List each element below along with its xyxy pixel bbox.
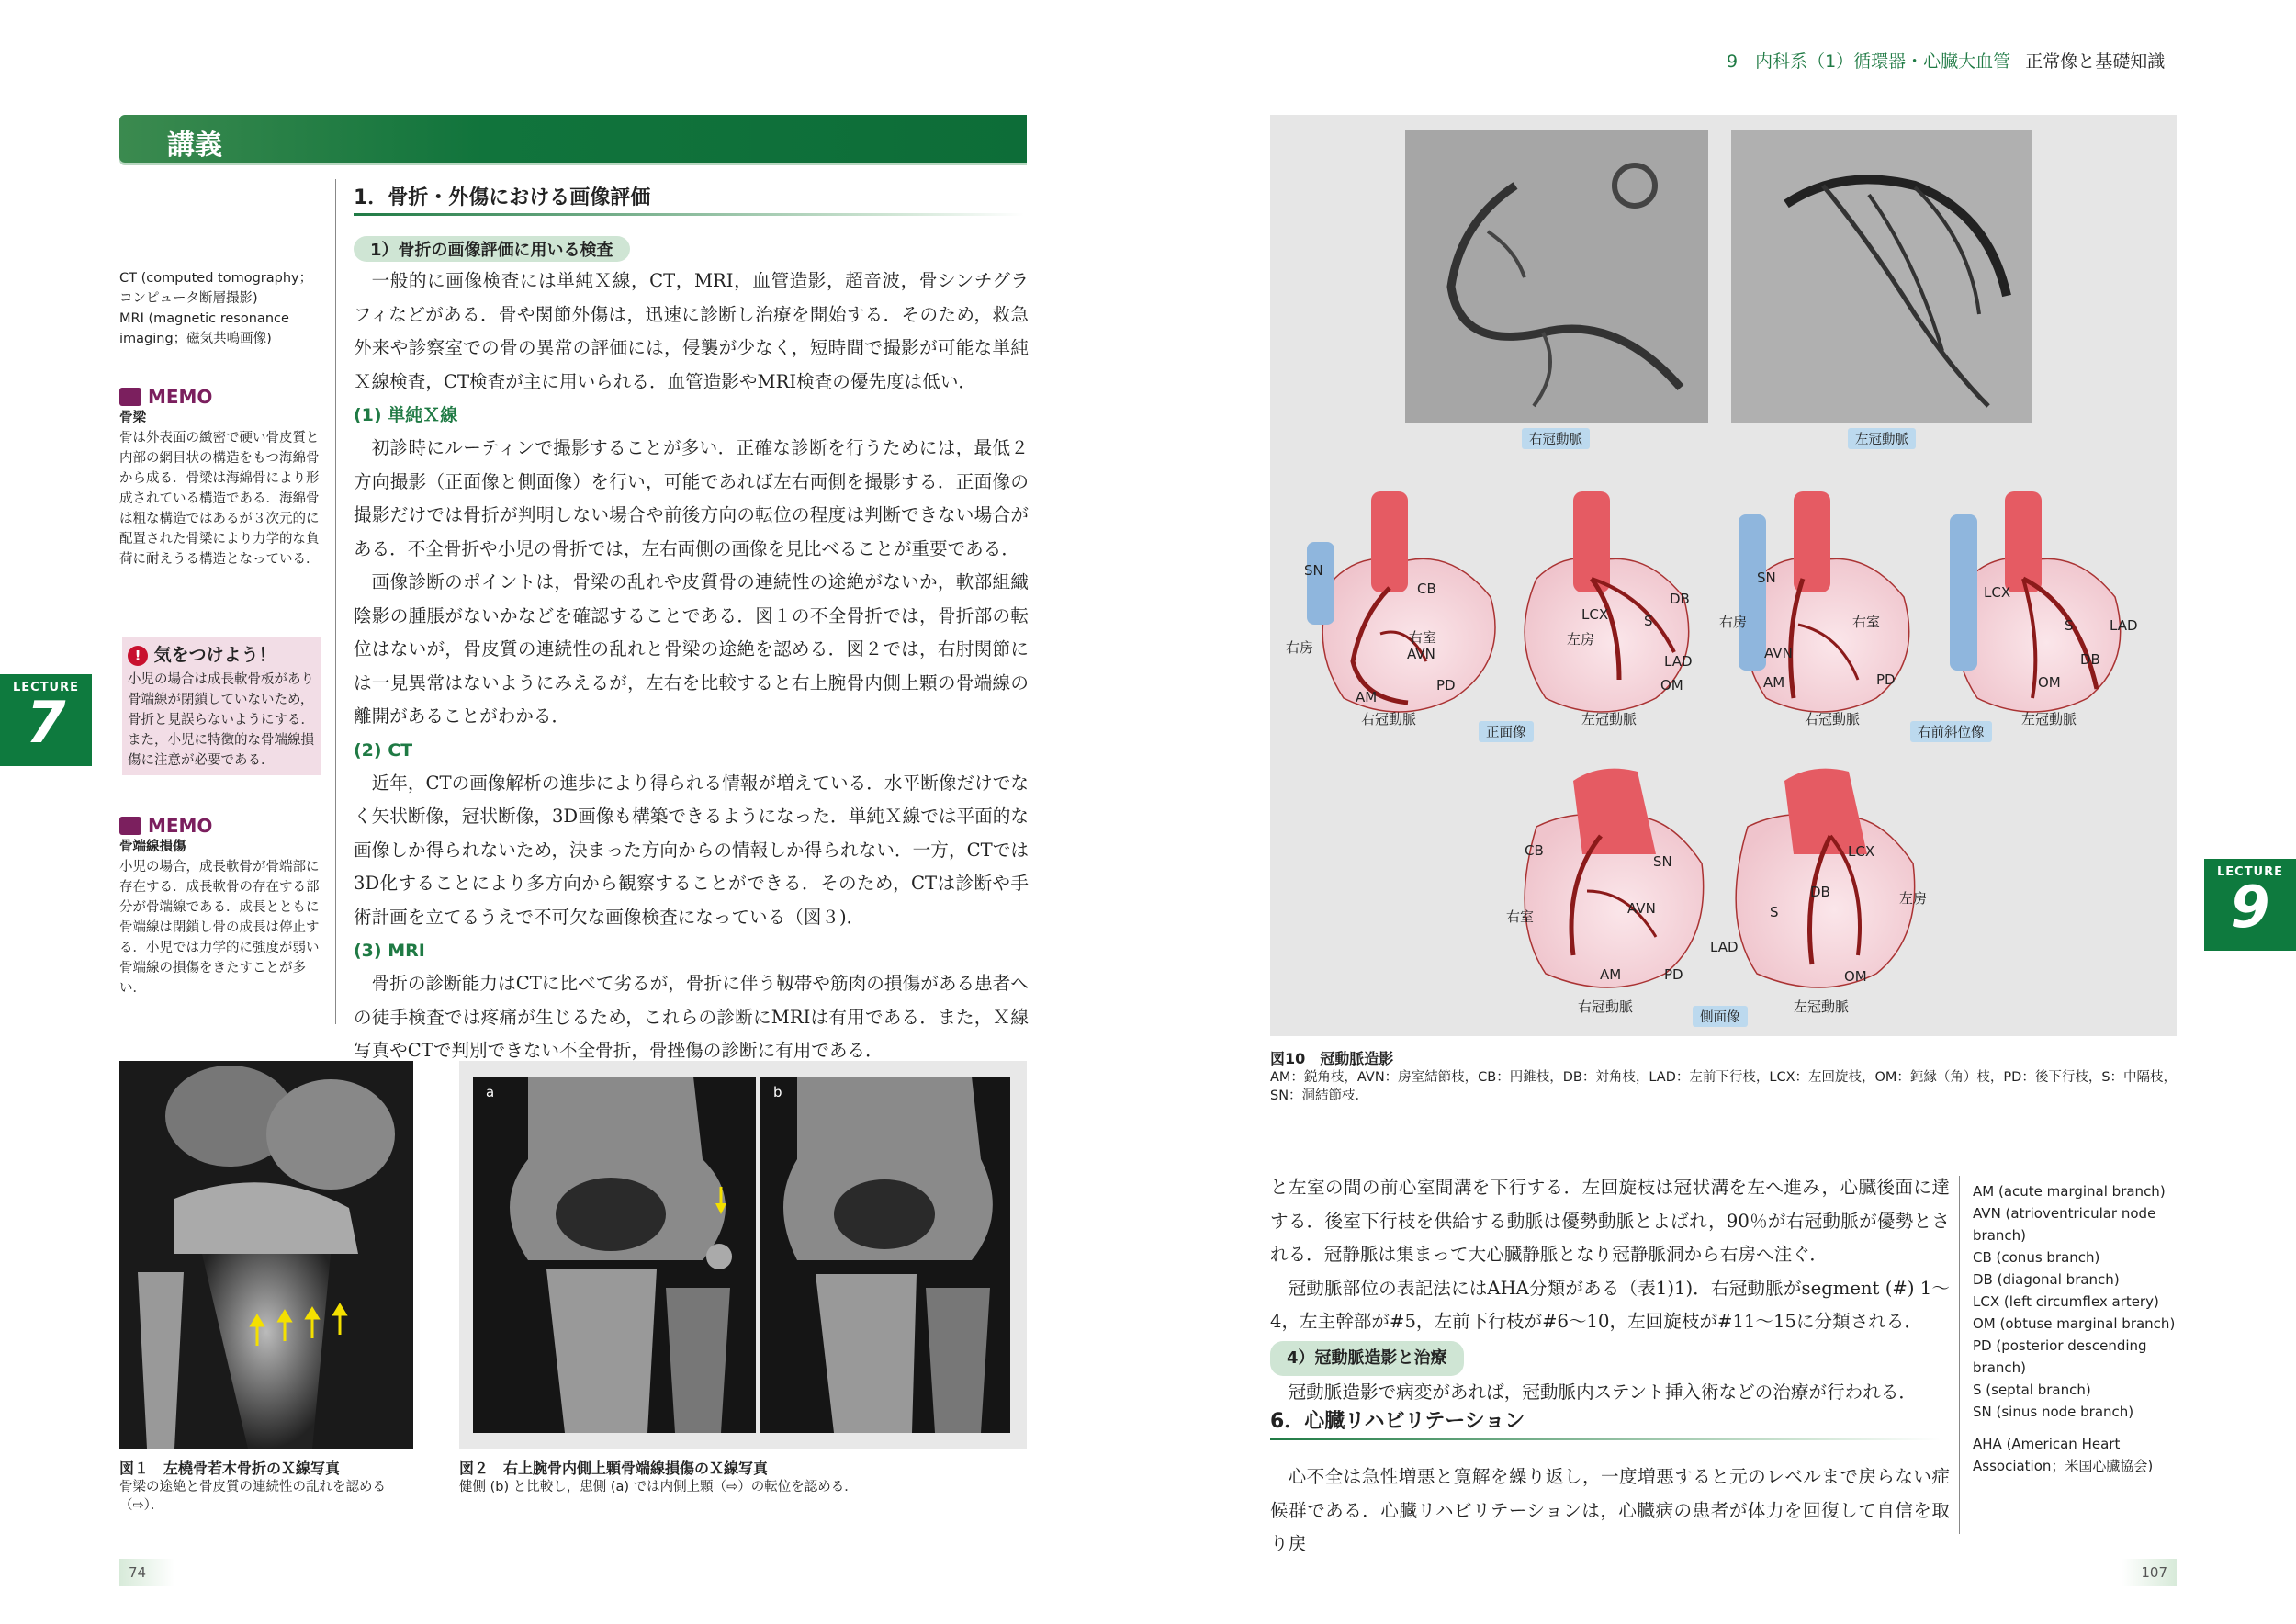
lbl-rca-5: 右冠動脈 bbox=[1578, 998, 1634, 1015]
section-bar: 講義 bbox=[119, 115, 1027, 163]
lbl-om-4: OM bbox=[2038, 674, 2061, 691]
lbl-lca-2: 左冠動脈 bbox=[1581, 711, 1638, 727]
lbl-rv-5: 右室 bbox=[1506, 908, 1535, 925]
lbl-lad-4: LAD bbox=[2110, 617, 2138, 634]
lbl-rv-3: 右室 bbox=[1852, 614, 1881, 630]
lbl-db-2: DB bbox=[1670, 591, 1690, 607]
lbl-avn-3: AVN bbox=[1764, 645, 1793, 661]
lbl-lcx-2: LCX bbox=[1581, 606, 1609, 623]
lbl-db-4: DB bbox=[2080, 651, 2100, 668]
heart-lateral-rca bbox=[1525, 769, 1704, 987]
glossary: AM (acute marginal branch) AVN (atrioventricular node branch) CB (conus branch) DB (diagonal branch) LCX (left circumflex artery) OM (obtuse marginal branch) PD (posterior descending branch) S (septal branch) SN (sinus node branch) bbox=[1973, 1183, 2176, 1420]
lbl-lad-2: LAD bbox=[1664, 653, 1693, 670]
left-body bbox=[354, 265, 1029, 1068]
lbl-sn-5: SN bbox=[1653, 853, 1672, 870]
lbl-avn-5: AVN bbox=[1627, 900, 1656, 917]
side-terms: CT (computed tomography；コンピュータ断層撮影) MRI (magnetic resonance imaging；磁気共鳴画像) bbox=[119, 271, 313, 346]
lbl-ra-1: 右房 bbox=[1286, 639, 1314, 656]
lbl-lad-6: LAD bbox=[1710, 939, 1739, 955]
lbl-lca-6: 左冠動脈 bbox=[1794, 998, 1850, 1015]
page-number-right: 107 bbox=[2122, 1559, 2177, 1586]
lecture-tab-7: LECTURE 7 bbox=[0, 674, 92, 766]
heading-cardiac-rehab: 6．心臓リハビリテーション bbox=[1270, 1410, 1525, 1433]
angiogram-left bbox=[1731, 130, 2032, 423]
lbl-pd-5: PD bbox=[1664, 966, 1683, 983]
tag-lateral-view: 側面像 bbox=[1693, 1006, 1748, 1027]
tag-rao-view: 右前斜位像 bbox=[1910, 721, 1992, 742]
figure-1-xray bbox=[119, 1061, 413, 1449]
lbl-am-1: AM bbox=[1356, 689, 1378, 705]
body-paragraph-2: 冠動脈部位の表記法にはAHA分類がある（表1)1)．右冠動脈がsegment (#) 1〜4，左主幹部が#5，左前下行枝が#6〜10，左回旋枝が#11〜15に分類される． bbox=[1270, 1277, 1950, 1332]
subsection-1: 1）骨折の画像評価に用いる検査 bbox=[354, 236, 630, 262]
lbl-ra-3: 右房 bbox=[1719, 614, 1748, 630]
lbl-lca-4: 左冠動脈 bbox=[2021, 711, 2077, 727]
lbl-sn-1: SN bbox=[1304, 562, 1323, 579]
lbl-avn-1: AVN bbox=[1407, 646, 1435, 662]
figure-10-caption: 図10 冠動脈造影 AM：鋭角枝，AVN：房室結節枝，CB：円錐枝，DB：対角枝，LAD：左前下行枝，LCX：左回旋枝，OM：鈍縁（角）枝，PD：後下行枝，S：中隔枝，SN：洞結節枝． bbox=[1270, 1050, 2178, 1103]
lbl-s-4: S bbox=[2065, 617, 2074, 634]
heading-underline bbox=[354, 213, 1024, 216]
lbl-om-2: OM bbox=[1660, 677, 1683, 694]
caution-box: ! 気をつけよう！ 小児の場合は成長軟骨板があり骨端線が閉鎖していないため，骨折と見誤らないようにする．また，小児に特徴的な骨端線損傷に注意が必要である． bbox=[122, 637, 321, 775]
lbl-pd-3: PD bbox=[1876, 671, 1896, 688]
page-number-left: 74 bbox=[119, 1559, 174, 1586]
heart-lateral-lca bbox=[1736, 769, 1915, 987]
memo-icon bbox=[119, 388, 141, 406]
heading-underline-6 bbox=[1270, 1438, 1941, 1440]
exclamation-icon: ! bbox=[128, 646, 148, 666]
label-angio-right: 右冠動脈 bbox=[1522, 428, 1590, 449]
lbl-cb-1: CB bbox=[1417, 581, 1436, 597]
memo-box-2: MEMO 骨端線損傷 小児の場合，成長軟骨が骨端部に存在する．成長軟骨の存在する部分が骨端線である．成長とともに骨端線は閉鎖し骨の成長は停止する．小児では力学的に強度が弱い骨端線の損傷をきたすことが多い． bbox=[119, 815, 320, 996]
label-angio-left: 左冠動脈 bbox=[1848, 428, 1916, 449]
memo-icon bbox=[119, 817, 141, 835]
mri-paragraph: 骨折の診断能力はCTに比べて劣るが，骨折に伴う靱帯や筋肉の損傷がある患者への徒手検査では疼痛が生じるため，これらの診断にMRIは有用である．また，Ｘ線写真やCTで判別できない不全骨折，骨挫傷の診断に有用である． bbox=[354, 973, 1029, 1061]
lbl-cb-5: CB bbox=[1525, 842, 1544, 859]
ct-subheading: (2) CT bbox=[354, 739, 413, 761]
side-divider bbox=[335, 179, 336, 1024]
right-body bbox=[1270, 1171, 1950, 1410]
lecture-tab-9: LECTURE 9 bbox=[2204, 859, 2296, 951]
figure-2a-xray bbox=[473, 1077, 756, 1433]
figure-1-caption: 図１ 左橈骨若木骨折のＸ線写真 骨梁の途絶と骨皮質の連続性の乱れを認める（⇨）． bbox=[119, 1460, 386, 1513]
lbl-rv-1: 右室 bbox=[1409, 629, 1437, 646]
lbl-om-6: OM bbox=[1844, 968, 1867, 985]
lbl-db-6: DB bbox=[1810, 884, 1830, 900]
ct-paragraph: 近年，CTの画像解析の進歩により得られる情報が増えている．水平断像だけでなく矢状断像，冠状断像，3D画像も構築できるようになった．単純Ｘ線では平面的な画像しか得られないため，決まった方向からの情報しか得られない．一方，CTでは3D化することにより多方向から観察することができる．そのため，CTは診断や手術計画を立てるうえで不可欠な画像検査になっている（図３)． bbox=[354, 772, 1029, 928]
tag-front-view: 正面像 bbox=[1479, 721, 1534, 742]
lbl-am-5: AM bbox=[1600, 966, 1622, 983]
lbl-am-3: AM bbox=[1763, 674, 1785, 691]
lbl-lcx-4: LCX bbox=[1984, 584, 2011, 601]
lbl-lcx-6: LCX bbox=[1848, 843, 1875, 860]
body-paragraph-4: 心不全は急性増悪と寛解を繰り返し，一度増悪すると元のレベルまで戻らない症候群である．心臓リハビリテーションは，心臓病の患者が体力を回復して自信を取り戻 bbox=[1270, 1466, 1950, 1554]
lbl-sn-3: SN bbox=[1757, 570, 1776, 586]
lbl-pd-1: PD bbox=[1436, 677, 1456, 694]
heading-fracture-imaging: 1．骨折・外傷における画像評価 bbox=[354, 186, 651, 209]
right-body-2 bbox=[1270, 1460, 1950, 1562]
side-divider-right bbox=[1959, 1176, 1960, 1534]
angiogram-right bbox=[1405, 130, 1708, 423]
figure-2-caption: 図２ 右上腕骨内側上顆骨端線損傷のＸ線写真 健側 (b) と比較し，患側 (a) では内側上顆（⇨）の転位を認める． bbox=[459, 1460, 858, 1494]
lbl-la-6: 左房 bbox=[1899, 890, 1928, 907]
subsection-4: 4）冠動脈造影と治療 bbox=[1270, 1341, 1950, 1377]
glossary-aha: AHA (American Heart Association；米国心臓協会) bbox=[1973, 1436, 2154, 1474]
xray-subheading: (1) 単純Ｘ線 bbox=[354, 405, 458, 425]
lbl-s-6: S bbox=[1770, 904, 1779, 920]
heart-front-rca bbox=[1307, 491, 1495, 712]
figure-2b-xray bbox=[760, 1077, 1010, 1433]
mri-subheading: (3) MRI bbox=[354, 941, 425, 961]
xray-paragraph-1: 初診時にルーティンで撮影することが多い．正確な診断を行うためには，最低２方向撮影（正面像と側面像）を行い，可能であれば左右両側を撮影する．正面像の撮影だけでは骨折が判明しない場合や前後方向の転位の程度は判断できない場合がある．不全骨折や小児の骨折では，左右両側の画像を見比べることが重要である． bbox=[354, 437, 1029, 559]
figure-2a-label: a bbox=[486, 1084, 495, 1100]
figure-2b-label: b bbox=[773, 1084, 782, 1100]
heart-rao-lca bbox=[1950, 491, 2121, 712]
lbl-rca-3: 右冠動脈 bbox=[1805, 711, 1861, 727]
memo-box-1: MEMO 骨梁 骨は外表面の緻密で硬い骨皮質と内部の網目状の構造をもつ海綿骨から成る．骨梁は海綿骨により形成されている構造である．海綿骨は粗な構造ではあるが３次元的に配置された骨梁により力学的な負荷に耐えうる構造となっている． bbox=[119, 386, 320, 567]
xray-paragraph-2: 画像診断のポイントは，骨梁の乱れや皮質骨の連続性の途絶がないか，軟部組織陰影の腫脹がないかなどを確認することである．図１の不全骨折では，骨折部の転位はないが，骨皮質の連続性の乱れと骨梁の途絶を認める．図２では，右肘関節には一見異常はないようにみえるが，左右を比較すると右上腕骨内側上顆の骨端線の離開があることがわかる． bbox=[354, 571, 1029, 727]
lbl-rca-1: 右冠動脈 bbox=[1361, 711, 1417, 727]
body-paragraph-3: 冠動脈造影で病変があれば，冠動脈内ステント挿入術などの治療が行われる． bbox=[1288, 1382, 1918, 1403]
lbl-la-2: 左房 bbox=[1567, 631, 1595, 648]
running-head: 9 内科系（1）循環器・心臓大血管 正常像と基礎知識 bbox=[1727, 51, 2166, 72]
lbl-s-2: S bbox=[1644, 613, 1653, 629]
body-paragraph-1: と左室の間の前心室間溝を下行する．左回旋枝は冠状溝を左へ進み，心臓後面に達する．後室下行枝を供給する動脈は優勢動脈とよばれ，90％が右冠動脈が優勢とされる．冠静脈は集まって大心臓静脈となり冠静脈洞から右房へ注ぐ． bbox=[1270, 1177, 1950, 1265]
intro-paragraph: 一般的に画像検査には単純Ｘ線，CT，MRI，血管造影，超音波，骨シンチグラフィなどがある．骨や関節外傷は，迅速に診断し治療を開始する．そのため，救急外来や診察室での骨の異常の評価には，侵襲が少なく，短時間で撮影が可能な単純Ｘ線検査，CT検査が主に用いられる．血管造影やMRI検査の優先度は低い． bbox=[354, 270, 1029, 392]
